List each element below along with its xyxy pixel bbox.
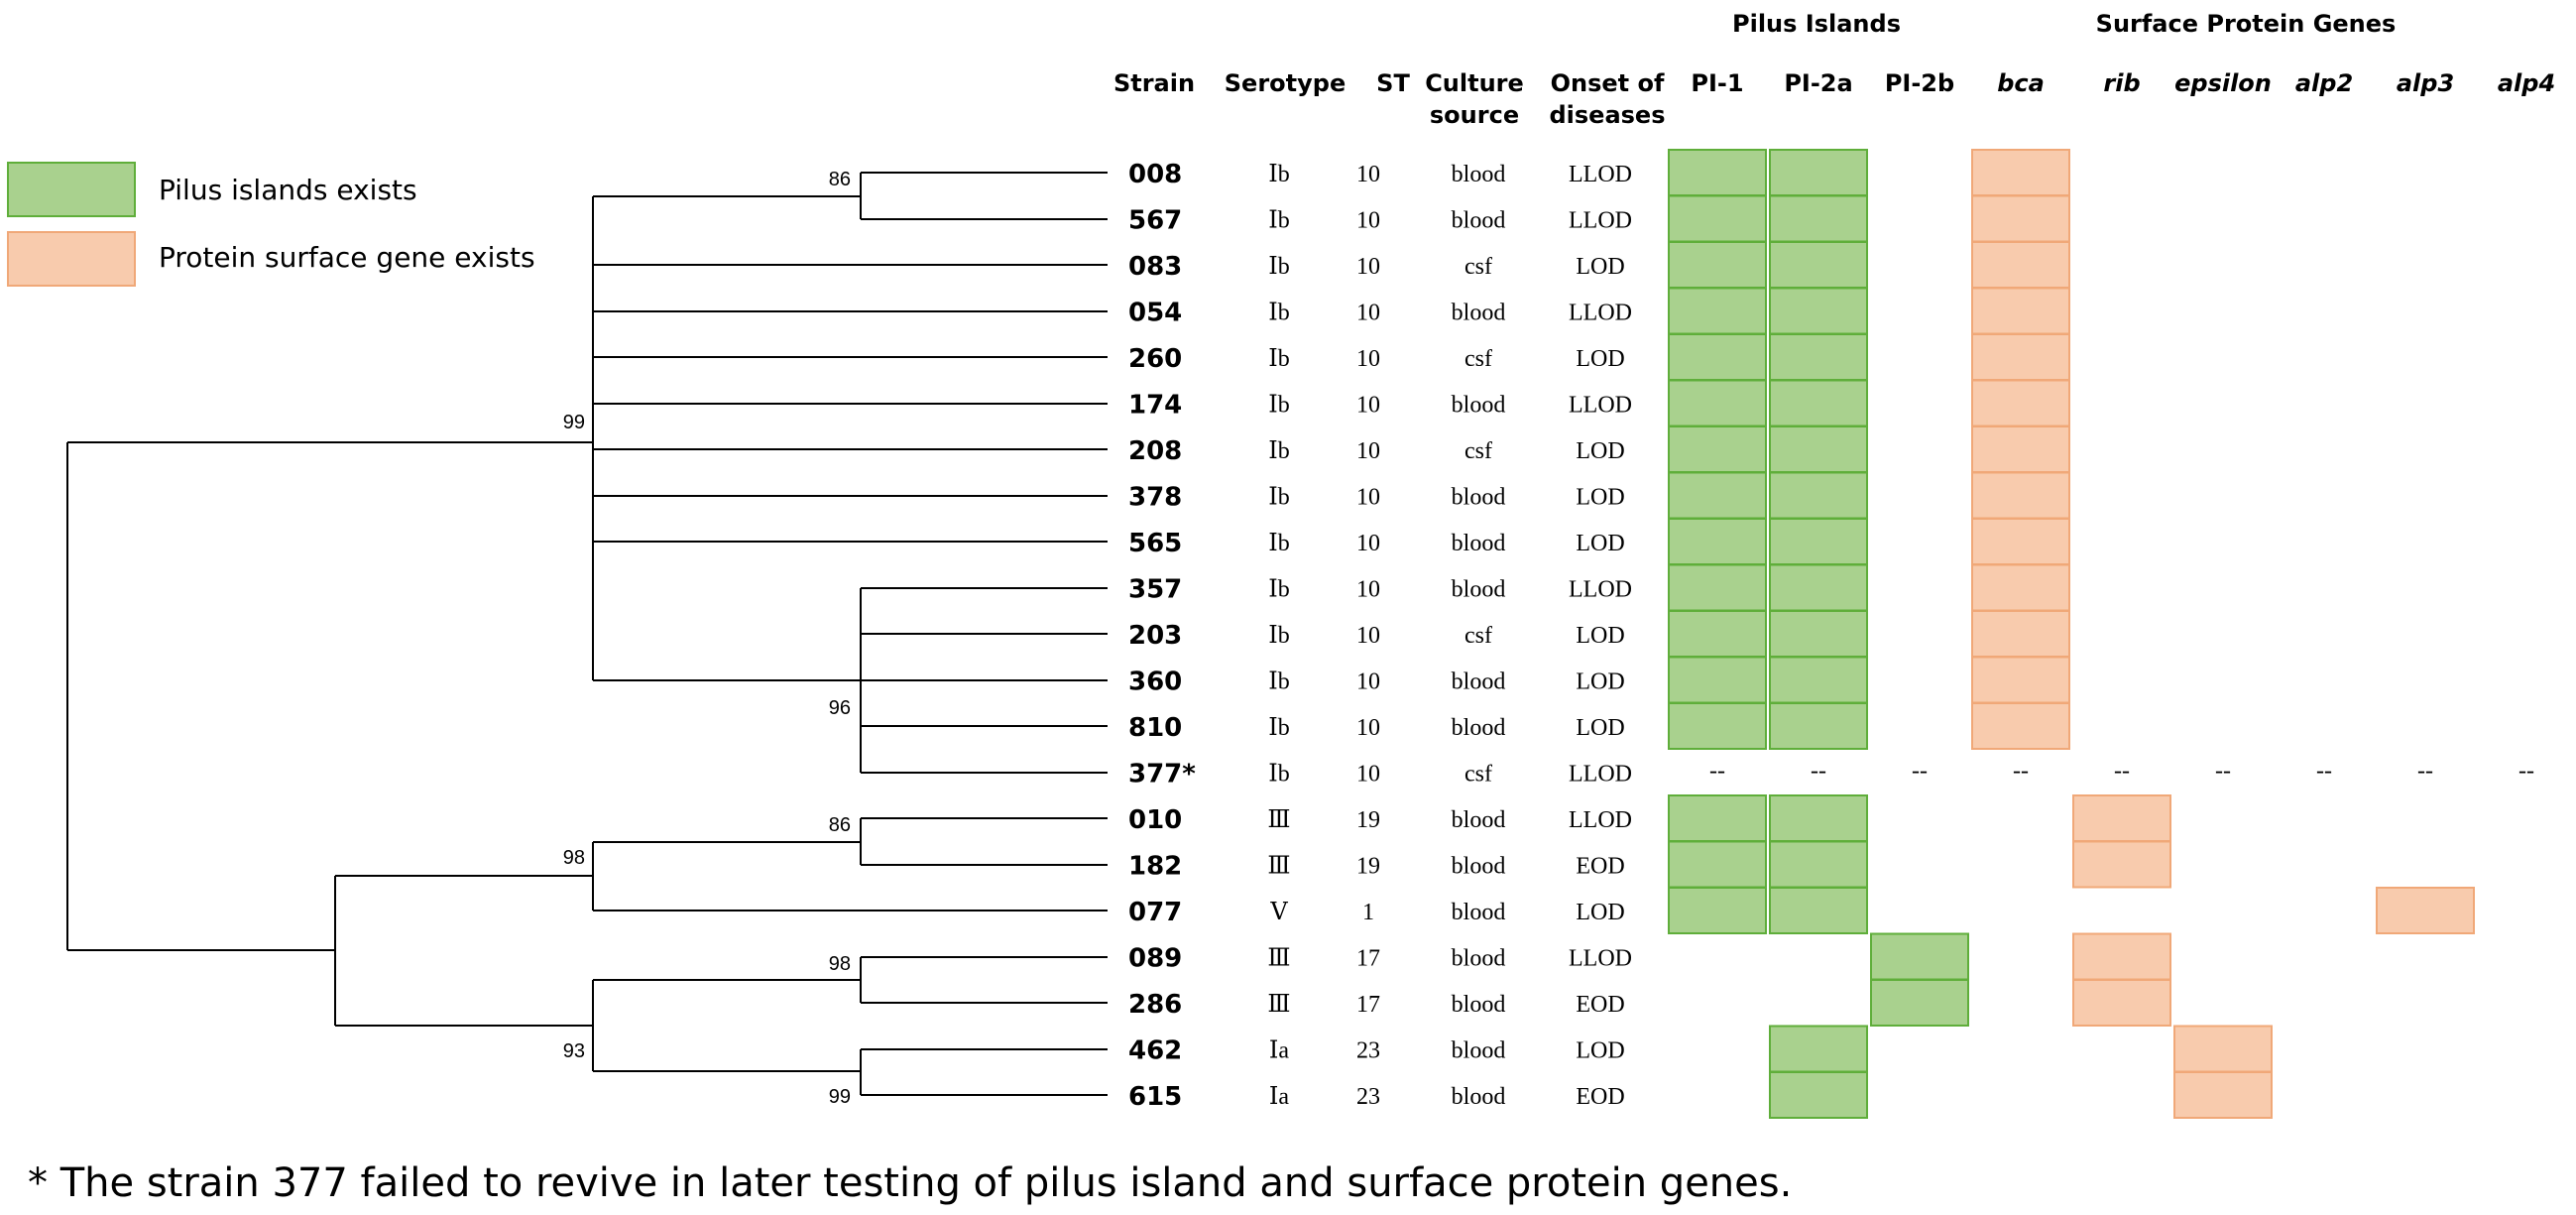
onset-cell: LOD	[1576, 623, 1625, 649]
not-tested-mark: --	[1709, 758, 1725, 785]
table-row	[1128, 795, 2170, 841]
protein-present-cell	[1972, 426, 2069, 472]
gene-headers	[1691, 69, 2555, 97]
st-cell: 10	[1356, 576, 1380, 603]
table-row	[1128, 888, 2474, 933]
col-header-gene-rib: rib	[2103, 69, 2141, 97]
strain-label: 089	[1128, 943, 1183, 974]
col-header-culture: Culture	[1425, 69, 1524, 97]
not-tested-mark: --	[2215, 758, 2231, 785]
strain-label: 286	[1128, 990, 1183, 1020]
strain-label: 567	[1128, 205, 1183, 236]
strain-label: 378	[1128, 482, 1183, 513]
serotype-cell: Ⅴ	[1270, 900, 1288, 925]
table-row	[1128, 1072, 2272, 1118]
st-cell: 10	[1356, 162, 1380, 187]
col-header-serotype: Serotype	[1224, 69, 1347, 97]
table-row	[1128, 658, 2069, 703]
phylogenetic-tree	[67, 173, 1108, 1095]
onset-cell: EOD	[1576, 1084, 1625, 1110]
pilus-present-cell	[1669, 842, 1766, 888]
serotype-cell: Ⅰb	[1268, 576, 1290, 603]
pilus-present-cell	[1669, 703, 1766, 749]
strain-label: 357	[1128, 574, 1183, 605]
st-cell: 19	[1356, 853, 1380, 880]
serotype-cell: Ⅰb	[1268, 392, 1290, 419]
serotype-cell: Ⅲ	[1267, 853, 1291, 880]
st-cell: 10	[1356, 207, 1380, 234]
group-header-surface: Surface Protein Genes	[2095, 10, 2397, 38]
table-row	[1128, 842, 2170, 888]
table-row	[1128, 759, 2534, 790]
protein-present-cell	[1972, 289, 2069, 334]
serotype-cell: Ⅰa	[1268, 1037, 1290, 1064]
protein-present-cell	[1972, 658, 2069, 703]
serotype-cell: Ⅲ	[1267, 807, 1291, 833]
pilus-present-cell	[1669, 611, 1766, 657]
col-header-st: ST	[1376, 69, 1410, 97]
pilus-present-cell	[1669, 196, 1766, 242]
bootstrap-label: 93	[562, 1040, 585, 1062]
onset-cell: LOD	[1576, 438, 1625, 464]
bootstrap-label: 86	[828, 169, 851, 190]
st-cell: 10	[1356, 761, 1380, 788]
pilus-present-cell	[1770, 150, 1867, 195]
strain-label: 208	[1128, 436, 1183, 466]
onset-cell: LLOD	[1569, 162, 1632, 187]
pilus-present-cell	[1770, 611, 1867, 657]
source-cell: blood	[1451, 668, 1506, 695]
st-cell: 10	[1356, 438, 1380, 464]
pilus-present-cell	[1770, 242, 1867, 288]
pilus-present-cell	[1871, 934, 1968, 980]
pilus-present-cell	[1770, 473, 1867, 519]
pilus-present-cell	[1770, 1027, 1867, 1072]
st-cell: 23	[1356, 1084, 1380, 1110]
table-row	[1128, 334, 2069, 380]
protein-present-cell	[1972, 334, 2069, 380]
source-cell: blood	[1451, 945, 1506, 972]
strain-label: 010	[1128, 805, 1183, 835]
col-header-gene-alp3: alp3	[2396, 69, 2455, 97]
serotype-cell: Ⅰb	[1268, 438, 1290, 464]
pilus-present-cell	[1770, 703, 1867, 749]
onset-cell: EOD	[1576, 992, 1625, 1018]
table-row	[1128, 196, 2069, 242]
strain-label: 174	[1128, 390, 1183, 421]
protein-present-cell	[2073, 934, 2170, 980]
table-row	[1128, 426, 2069, 472]
legend-protein-label: Protein surface gene exists	[159, 241, 535, 274]
protein-present-cell	[2073, 842, 2170, 888]
col-header-gene-pi-2b: PI-2b	[1884, 69, 1955, 97]
pilus-present-cell	[1669, 888, 1766, 933]
col-header-strain: Strain	[1112, 69, 1196, 97]
source-cell: blood	[1451, 807, 1506, 833]
table-row	[1128, 565, 2069, 611]
source-cell: blood	[1451, 992, 1506, 1018]
pilus-present-cell	[1770, 381, 1867, 426]
pilus-present-cell	[1669, 426, 1766, 472]
st-cell: 10	[1356, 300, 1380, 326]
not-tested-mark: --	[1912, 758, 1928, 785]
source-cell: csf	[1464, 254, 1492, 280]
pilus-present-cell	[1669, 381, 1766, 426]
protein-present-cell	[2377, 888, 2474, 933]
pilus-present-cell	[1770, 334, 1867, 380]
serotype-cell: Ⅰa	[1268, 1084, 1290, 1110]
source-cell: blood	[1451, 207, 1506, 234]
onset-cell: LOD	[1576, 900, 1625, 925]
table-row	[1128, 980, 2170, 1026]
group-header-pilus: Pilus Islands	[1732, 10, 1901, 38]
strain-label: 462	[1128, 1035, 1183, 1066]
strain-label: 203	[1128, 621, 1183, 651]
pilus-present-cell	[1669, 565, 1766, 611]
protein-present-cell	[1972, 150, 2069, 195]
bootstrap-label: 98	[828, 953, 851, 975]
serotype-cell: Ⅰb	[1268, 346, 1290, 372]
source-cell: csf	[1464, 346, 1492, 372]
serotype-cell: Ⅰb	[1268, 761, 1290, 788]
source-cell: csf	[1464, 623, 1492, 649]
protein-present-cell	[1972, 242, 2069, 288]
strain-label: 008	[1128, 160, 1183, 189]
strain-label: 377*	[1128, 759, 1196, 790]
strain-label: 077	[1128, 898, 1183, 927]
not-tested-mark: --	[2518, 758, 2534, 785]
table-row	[1128, 934, 2170, 980]
onset-cell: LLOD	[1569, 300, 1632, 326]
protein-present-cell	[1972, 196, 2069, 242]
col-header-source: source	[1429, 101, 1520, 129]
source-cell: blood	[1451, 300, 1506, 326]
pilus-present-cell	[1770, 519, 1867, 564]
pilus-present-cell	[1669, 519, 1766, 564]
source-cell: blood	[1451, 162, 1506, 187]
serotype-cell: Ⅲ	[1267, 992, 1291, 1018]
pilus-present-cell	[1770, 1072, 1867, 1118]
protein-present-cell	[1972, 519, 2069, 564]
onset-cell: LOD	[1576, 531, 1625, 556]
onset-cell: LOD	[1576, 715, 1625, 741]
col-header-gene-epsilon: epsilon	[2174, 69, 2272, 97]
st-cell: 10	[1356, 531, 1380, 556]
strain-label: 810	[1128, 713, 1183, 743]
serotype-cell: Ⅰb	[1268, 715, 1290, 741]
onset-cell: LLOD	[1569, 761, 1632, 788]
serotype-cell: Ⅰb	[1268, 531, 1290, 556]
table-row	[1128, 289, 2069, 334]
serotype-cell: Ⅰb	[1268, 300, 1290, 326]
pilus-present-cell	[1770, 289, 1867, 334]
protein-present-cell	[1972, 703, 2069, 749]
serotype-cell: Ⅰb	[1268, 254, 1290, 280]
protein-present-cell	[2174, 1027, 2272, 1072]
table-row	[1128, 242, 2069, 288]
pilus-present-cell	[1770, 196, 1867, 242]
col-header-gene-alp2: alp2	[2294, 69, 2354, 97]
footnote: * The strain 377 failed to revive in later testing of pilus island and surface protein genes.	[28, 1160, 1793, 1206]
pilus-present-cell	[1770, 565, 1867, 611]
data-rows	[1128, 150, 2534, 1118]
source-cell: blood	[1451, 715, 1506, 741]
not-tested-mark: --	[2013, 758, 2029, 785]
not-tested-mark: --	[2114, 758, 2130, 785]
strain-label: 182	[1128, 851, 1183, 882]
onset-cell: LOD	[1576, 668, 1625, 695]
legend-pilus-label: Pilus islands exists	[159, 174, 417, 206]
pilus-present-cell	[1871, 980, 1968, 1026]
table-row	[1128, 381, 2069, 426]
strain-label: 083	[1128, 252, 1183, 282]
onset-cell: LOD	[1576, 484, 1625, 511]
st-cell: 10	[1356, 254, 1380, 280]
serotype-cell: Ⅰb	[1268, 207, 1290, 234]
onset-cell: LOD	[1576, 346, 1625, 372]
bootstrap-label: 98	[562, 847, 585, 869]
pilus-present-cell	[1770, 842, 1867, 888]
serotype-cell: Ⅰb	[1268, 623, 1290, 649]
source-cell: blood	[1451, 484, 1506, 511]
not-tested-mark: --	[1811, 758, 1826, 785]
serotype-cell: Ⅰb	[1268, 484, 1290, 511]
pilus-present-cell	[1669, 658, 1766, 703]
strain-label: 360	[1128, 667, 1183, 697]
st-cell: 10	[1356, 715, 1380, 741]
legend-protein-swatch	[8, 232, 135, 286]
onset-cell: LOD	[1576, 254, 1625, 280]
serotype-cell: Ⅲ	[1267, 945, 1291, 972]
bootstrap-label: 99	[562, 412, 585, 433]
serotype-cell: Ⅰb	[1268, 668, 1290, 695]
bootstrap-label: 99	[828, 1086, 851, 1108]
st-cell: 10	[1356, 484, 1380, 511]
serotype-cell: Ⅰb	[1268, 162, 1290, 187]
not-tested-mark: --	[2417, 758, 2433, 785]
table-row	[1128, 703, 2069, 749]
source-cell: csf	[1464, 761, 1492, 788]
pilus-present-cell	[1669, 150, 1766, 195]
st-cell: 19	[1356, 807, 1380, 833]
st-cell: 17	[1356, 945, 1380, 972]
col-header-gene-pi-2a: PI-2a	[1784, 69, 1853, 97]
table-row	[1128, 519, 2069, 564]
st-cell: 10	[1356, 346, 1380, 372]
pilus-present-cell	[1669, 289, 1766, 334]
protein-present-cell	[2073, 795, 2170, 841]
onset-cell: LLOD	[1569, 392, 1632, 419]
table-row	[1128, 473, 2069, 519]
onset-cell: EOD	[1576, 853, 1625, 880]
source-cell: blood	[1451, 853, 1506, 880]
pilus-present-cell	[1770, 426, 1867, 472]
strain-label: 054	[1128, 298, 1183, 328]
legend-pilus-swatch	[8, 163, 135, 216]
col-header-gene-pi-1: PI-1	[1691, 69, 1744, 97]
source-cell: blood	[1451, 1037, 1506, 1064]
bootstrap-label: 96	[828, 697, 851, 719]
st-cell: 17	[1356, 992, 1380, 1018]
st-cell: 10	[1356, 623, 1380, 649]
strain-label: 565	[1128, 529, 1183, 558]
source-cell: blood	[1451, 1084, 1506, 1110]
pilus-present-cell	[1669, 334, 1766, 380]
pilus-present-cell	[1669, 795, 1766, 841]
onset-cell: LLOD	[1569, 945, 1632, 972]
source-cell: blood	[1451, 531, 1506, 556]
pilus-present-cell	[1770, 658, 1867, 703]
not-tested-mark: --	[2316, 758, 2332, 785]
source-cell: csf	[1464, 438, 1492, 464]
onset-cell: LLOD	[1569, 576, 1632, 603]
onset-cell: LOD	[1576, 1037, 1625, 1064]
strain-label: 615	[1128, 1082, 1183, 1112]
col-header-diseases: diseases	[1549, 101, 1666, 129]
table-row	[1128, 1027, 2272, 1072]
pilus-present-cell	[1770, 795, 1867, 841]
onset-cell: LLOD	[1569, 807, 1632, 833]
protein-present-cell	[1972, 565, 2069, 611]
protein-present-cell	[1972, 473, 2069, 519]
st-cell: 1	[1362, 900, 1374, 925]
pilus-present-cell	[1770, 888, 1867, 933]
col-header-gene-bca: bca	[1997, 69, 2045, 97]
pilus-present-cell	[1669, 242, 1766, 288]
table-row	[1128, 611, 2069, 657]
source-cell: blood	[1451, 392, 1506, 419]
st-cell: 10	[1356, 668, 1380, 695]
protein-present-cell	[1972, 381, 2069, 426]
protein-present-cell	[2174, 1072, 2272, 1118]
onset-cell: LLOD	[1569, 207, 1632, 234]
st-cell: 23	[1356, 1037, 1380, 1064]
source-cell: blood	[1451, 900, 1506, 925]
strain-label: 260	[1128, 344, 1183, 374]
table-row	[1128, 150, 2069, 195]
protein-present-cell	[2073, 980, 2170, 1026]
source-cell: blood	[1451, 576, 1506, 603]
col-header-gene-alp4: alp4	[2497, 69, 2556, 97]
pilus-present-cell	[1669, 473, 1766, 519]
col-header-onset: Onset of	[1550, 69, 1665, 97]
bootstrap-label: 86	[828, 814, 851, 836]
protein-present-cell	[1972, 611, 2069, 657]
st-cell: 10	[1356, 392, 1380, 419]
